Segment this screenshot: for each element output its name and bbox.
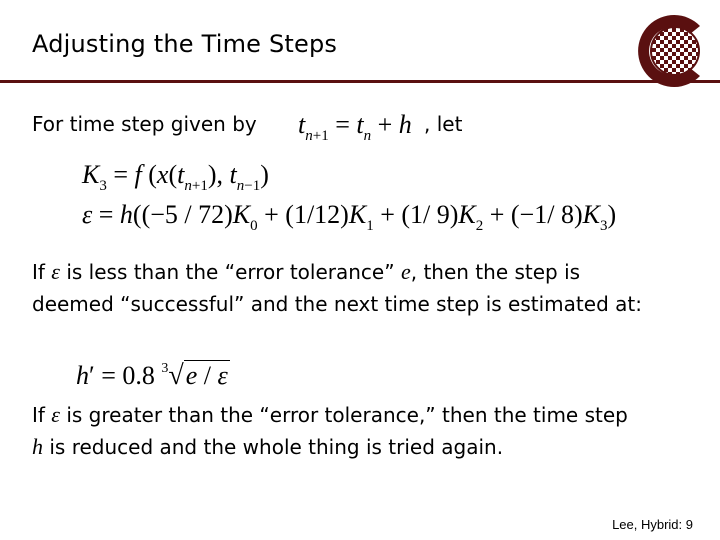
intro-text-suffix: , let [424,112,463,136]
paragraph-1-line-2: deemed “successful” and the next time step is estimated at: [32,292,642,316]
time-step-formula: $t_{n+1} = t_n + h$ [298,110,412,144]
para2-pre: If [32,403,52,427]
title-divider [0,80,720,83]
slide-title: Adjusting the Time Steps [32,30,338,58]
para1-pre: If [32,260,52,284]
paragraph-2-line-2 [32,430,503,464]
epsilon-symbol: ε [51,259,60,284]
h-prime-formula: h′ = 0.8 $^3$√e / ε [76,360,228,391]
intro-text: For time step given by [32,112,257,136]
h-symbol: h [32,434,43,459]
epsilon-symbol-2: ε [51,402,60,427]
paragraph-2-line-1 [32,398,628,432]
epsilon-formula: $\varepsilon = h((-5 / 72)K_0 + (1/12)K_1 + (1/$ $9)K_2 + (-1/$ $8)K_3$) [82,200,617,234]
para1-mid: is less than the “error tolerance” [59,260,401,284]
paragraph-1-line-1 [32,255,580,289]
para2-line2-text: is reduced and the whole thing is tried again. [43,435,504,459]
k3-formula: $K_3 = f$ ($x(t_{n+1})$, $t_{n-1}$) [82,160,269,194]
slide-footer: Lee, Hybrid: 9 [612,517,693,532]
para2-post: is greater than the “error tolerance,” then the time step [59,403,628,427]
para1-post: , then the step is [410,260,581,284]
e-symbol: e [400,259,411,284]
